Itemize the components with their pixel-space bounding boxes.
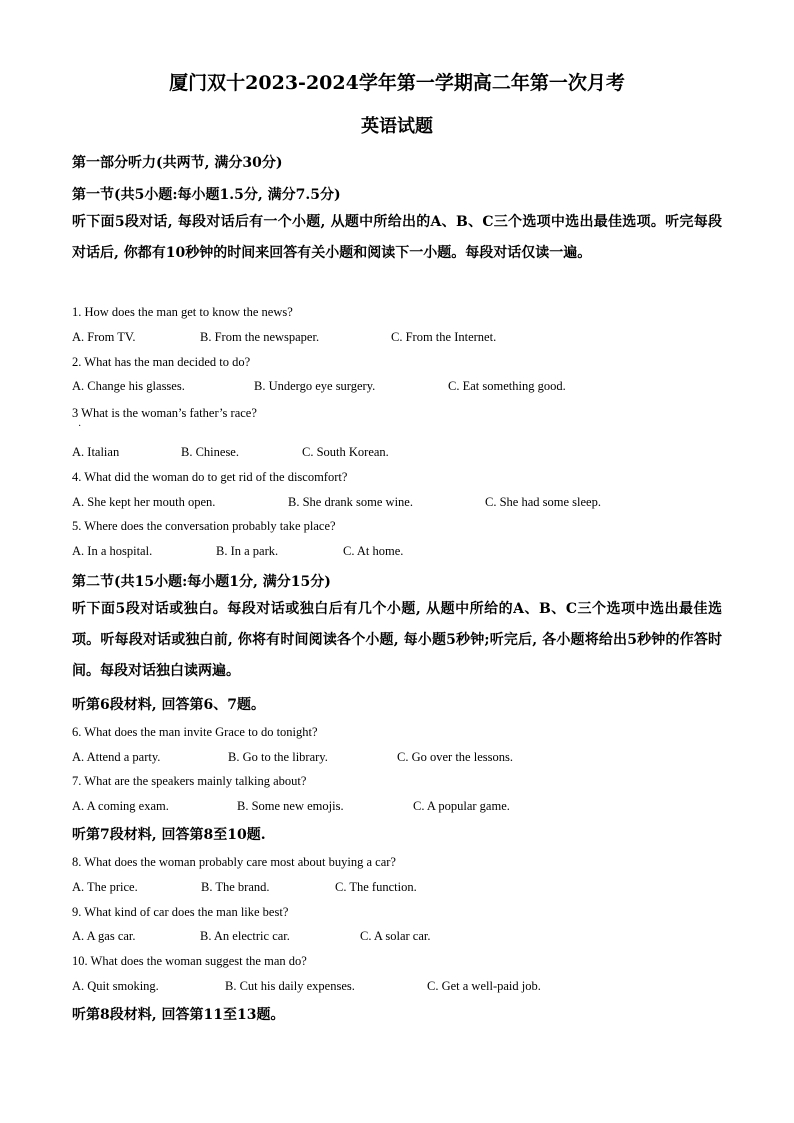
question-7: 7. What are the speakers mainly talking about? bbox=[72, 774, 307, 788]
q5-option-a: A. In a hospital. bbox=[72, 544, 153, 558]
stray-dot: · bbox=[78, 421, 82, 432]
q6-option-a: A. Attend a party. bbox=[72, 750, 161, 764]
section2-instructions: 听下面5段对话或独白。每段对话或独白后有几个小题, 从题中所给的A、B、C三个选项中选出最佳选项。听每段对话或独白前, 你将有时间阅读各个小题, 每小题5秒钟;听完后, 各小题将给出5秒钟的作答时间。每段对话独白读两遍。 bbox=[72, 601, 722, 679]
q8-option-b: B. The brand. bbox=[201, 880, 270, 894]
part1-heading: 第一部分听力(共两节, 满分30分) bbox=[72, 155, 283, 171]
q9-option-a: A. A gas car. bbox=[72, 929, 136, 943]
q4-option-a: A. She kept her mouth open. bbox=[72, 495, 216, 509]
q10-option-b: B. Cut his daily expenses. bbox=[225, 979, 355, 993]
exam-title: 厦门双十2023-2024学年第一学期高二年第一次月考 bbox=[169, 72, 625, 94]
q5-option-c: C. At home. bbox=[343, 544, 404, 558]
q9-option-c: C. A solar car. bbox=[360, 929, 431, 943]
q9-option-b: B. An electric car. bbox=[200, 929, 290, 943]
group-label-7: 听第7段材料, 回答第8至10题. bbox=[72, 827, 266, 843]
q8-option-a: A. The price. bbox=[72, 880, 138, 894]
q7-option-a: A. A coming exam. bbox=[72, 799, 169, 813]
question-6: 6. What does the man invite Grace to do tonight? bbox=[72, 725, 318, 739]
q3-option-b: B. Chinese. bbox=[181, 445, 239, 459]
q1-option-b: B. From the newspaper. bbox=[200, 330, 320, 344]
q3-option-c: C. South Korean. bbox=[302, 445, 389, 459]
question-9: 9. What kind of car does the man like best? bbox=[72, 905, 289, 919]
question-10: 10. What does the woman suggest the man do? bbox=[72, 954, 307, 968]
q6-option-b: B. Go to the library. bbox=[228, 750, 328, 764]
q10-option-c: C. Get a well-paid job. bbox=[427, 979, 541, 993]
q1-option-a: A. From TV. bbox=[72, 330, 136, 344]
exam-subtitle: 英语试题 bbox=[361, 116, 433, 137]
group-label-6: 听第6段材料, 回答第6、7题。 bbox=[72, 697, 265, 713]
section1-heading: 第一节(共5小题:每小题1.5分, 满分7.5分) bbox=[72, 187, 341, 203]
q7-option-c: C. A popular game. bbox=[413, 799, 510, 813]
q4-option-c: C. She had some sleep. bbox=[485, 495, 601, 509]
q3-option-a: A. Italian bbox=[72, 445, 120, 459]
question-3: 3 What is the woman’s father’s race? bbox=[72, 406, 257, 420]
section1-instructions: 听下面5段对话, 每段对话后有一个小题, 从题中所给出的A、B、C三个选项中选出最佳选项。听完每段对话后, 你都有10秒钟的时间来回答有关小题和阅读下一小题。每段对话仅读一遍。 bbox=[72, 214, 722, 261]
question-2: 2. What has the man decided to do? bbox=[72, 355, 251, 369]
q2-option-c: C. Eat something good. bbox=[448, 379, 566, 393]
q6-option-c: C. Go over the lessons. bbox=[397, 750, 513, 764]
question-5: 5. Where does the conversation probably take place? bbox=[72, 519, 336, 533]
group-label-8: 听第8段材料, 回答第11至13题。 bbox=[72, 1007, 285, 1023]
question-1: 1. How does the man get to know the news? bbox=[72, 305, 293, 319]
q1-option-c: C. From the Internet. bbox=[391, 330, 497, 344]
q8-option-c: C. The function. bbox=[335, 880, 417, 894]
section2-heading: 第二节(共15小题:每小题1分, 满分15分) bbox=[72, 574, 331, 590]
q2-option-a: A. Change his glasses. bbox=[72, 379, 185, 393]
q7-option-b: B. Some new emojis. bbox=[237, 799, 344, 813]
q5-option-b: B. In a park. bbox=[216, 544, 279, 558]
question-4: 4. What did the woman do to get rid of the discomfort? bbox=[72, 470, 348, 484]
q2-option-b: B. Undergo eye surgery. bbox=[254, 379, 376, 393]
q10-option-a: A. Quit smoking. bbox=[72, 979, 159, 993]
q4-option-b: B. She drank some wine. bbox=[288, 495, 413, 509]
question-8: 8. What does the woman probably care most about buying a car? bbox=[72, 855, 396, 869]
